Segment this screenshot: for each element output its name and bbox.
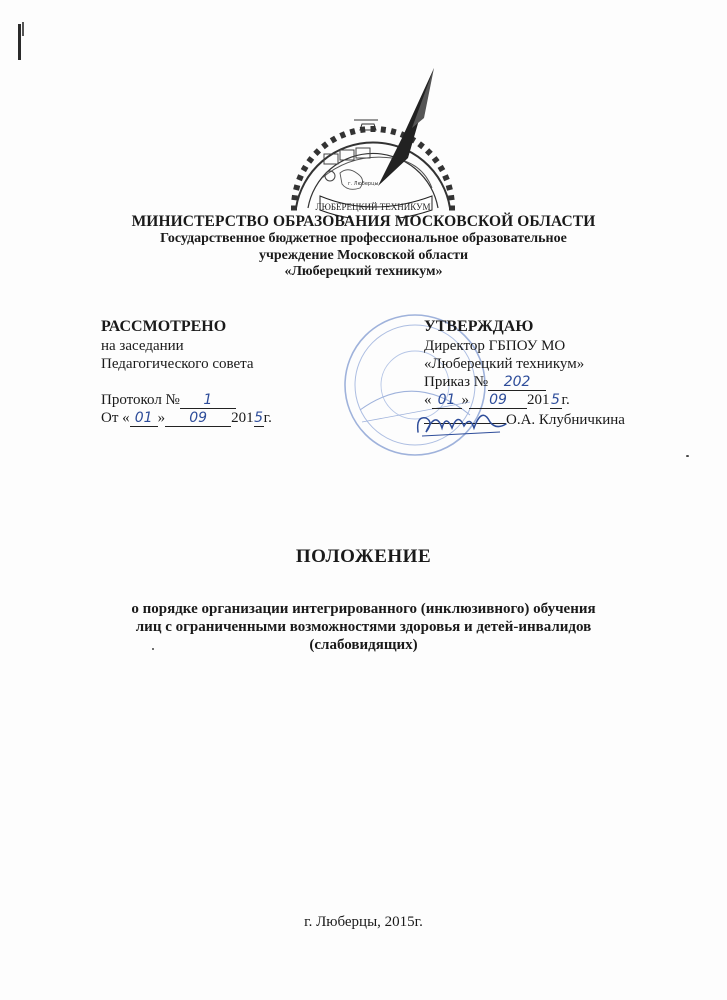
date-month: 09: [165, 411, 231, 427]
gear-tooth: [291, 206, 297, 211]
approved-date-suffix: г.: [561, 392, 570, 408]
approved-date-month: 09: [469, 393, 527, 409]
order-line: [424, 373, 625, 391]
considered-title: РАССМОТРЕНО: [101, 318, 227, 335]
document-subtitle: [0, 600, 727, 654]
gear-tooth: [449, 206, 455, 211]
scan-speck: [686, 455, 689, 457]
gear-tooth: [349, 128, 355, 135]
gear-tooth: [301, 165, 309, 172]
protocol-label: Протокол №: [101, 392, 180, 408]
approved-date-year-digit: 5: [551, 392, 560, 408]
svg-text:г. Люберцы: г. Люберцы: [348, 181, 379, 187]
institution-line-2: учреждение Московской области: [258, 247, 469, 263]
gear-tooth: [432, 156, 440, 164]
considered-block: [101, 318, 272, 427]
place-date: г. Люберцы, 2015г.: [304, 914, 423, 930]
date-prefix: От «: [101, 410, 130, 426]
protocol-line: [101, 391, 272, 409]
approved-date-mid: »: [461, 392, 469, 408]
gear-tooth: [313, 148, 321, 156]
gear-tooth: [380, 126, 386, 133]
scan-mark-small: [22, 22, 24, 36]
approved-line-1: Директор ГБПОУ МО: [424, 338, 566, 354]
gear-tooth: [446, 184, 453, 190]
subtitle-line-3: (слабовидящих): [309, 637, 418, 653]
order-label: Приказ №: [424, 374, 489, 390]
institution-line-1: Государственное бюджетное профессиональное образовательное: [160, 231, 567, 246]
approved-date-year-prefix: 201: [527, 392, 550, 408]
scan-mark: [18, 24, 21, 60]
gear-tooth: [291, 195, 298, 201]
approved-title: УТВЕРЖДАЮ: [424, 318, 534, 335]
gear-tooth: [438, 165, 446, 172]
gear-tooth: [306, 156, 314, 164]
gear-tooth: [296, 174, 303, 181]
gear-tooth: [330, 136, 337, 144]
date-mid: »: [157, 410, 166, 426]
gear-tooth: [321, 141, 329, 149]
gear-tooth: [417, 141, 425, 149]
date-day: 01: [130, 411, 158, 427]
approved-date-prefix: «: [424, 392, 432, 408]
ministry-name: МИНИСТЕРСТВО ОБРАЗОВАНИЯ МОСКОВСКОЙ ОБЛАСТИ: [131, 213, 596, 230]
considered-line-1: на заседании: [101, 338, 184, 354]
document-title: ПОЛОЖЕНИЕ: [295, 546, 432, 567]
subtitle-line-1: о порядке организации интегрированного (инклюзивного) обучения: [131, 601, 596, 617]
gear-tooth: [442, 174, 449, 181]
gear-tooth: [425, 148, 433, 156]
considered-date-line: [101, 409, 272, 427]
approved-line-2: «Люберецкий техникум»: [424, 356, 585, 372]
considered-line-2: Педагогического совета: [101, 356, 254, 372]
date-suffix: г.: [263, 410, 272, 426]
date-year-digit: 5: [254, 410, 264, 426]
subtitle-line-2: лиц с ограниченными возможностями здоровья и детей-инвалидов: [135, 619, 592, 635]
approved-date-day: 01: [432, 393, 462, 409]
institution-name: «Люберецкий техникум»: [284, 264, 443, 279]
date-year-prefix: 201: [231, 410, 254, 426]
gear-tooth: [390, 128, 396, 135]
scan-speck: [152, 648, 154, 650]
signatory-name: О.А. Клубничкина: [506, 412, 625, 428]
gear-tooth: [339, 131, 346, 138]
technikum-logo: [282, 58, 464, 218]
director-signature: [412, 402, 512, 442]
order-number: 202: [488, 375, 546, 391]
gear-tooth: [293, 184, 300, 190]
gear-tooth: [448, 195, 455, 201]
svg-text:ЛЮБЕРЕЦКИЙ ТЕХНИКУМ: ЛЮБЕРЕЦКИЙ ТЕХНИКУМ: [315, 202, 431, 212]
header: [0, 213, 727, 281]
protocol-number: 1: [180, 393, 236, 409]
